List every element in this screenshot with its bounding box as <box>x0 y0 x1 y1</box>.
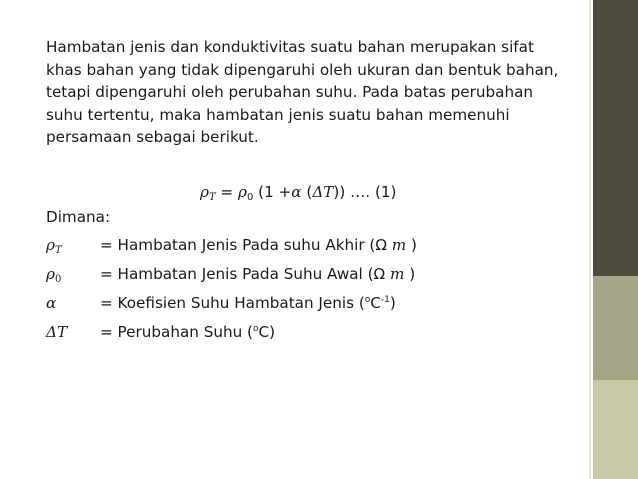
definition-symbol: α <box>46 294 57 312</box>
sidebar-mid-band <box>593 276 638 380</box>
intro-paragraph: Hambatan jenis dan konduktivitas suatu bahan merupakan sifat khas bahan yang tidak dipengaruhi oleh ukuran dan bentuk bahan, tetapi dipengaruhi oleh perubahan suhu. Pada batas perubahan suhu tertentu, maka hambatan jenis suatu bahan memenuhi persamaan sebagai berikut. <box>46 38 559 146</box>
formula-rho-t: ρ <box>200 183 209 201</box>
sidebar-divider-line <box>589 0 591 479</box>
formula-rho-0-sub: 0 <box>246 192 254 203</box>
formula-equals: = <box>215 183 238 201</box>
definition-text: = Hambatan Jenis Pada Suhu Awal (Ω m ) <box>100 265 416 283</box>
formula-close: )) …. (1) <box>333 183 397 201</box>
dimana-label: Dimana: <box>46 208 111 226</box>
sidebar-dark-band <box>593 0 638 276</box>
formula-paren-open: ( <box>301 183 313 201</box>
resistivity-formula <box>200 183 396 203</box>
definition-text: = Hambatan Jenis Pada suhu Akhir (Ω m ) <box>100 236 417 254</box>
formula-rho-0: ρ <box>238 183 247 201</box>
sidebar-light-band <box>593 380 638 479</box>
formula-delta-t: ΔT <box>312 183 334 201</box>
formula-open: (1 + <box>253 183 292 201</box>
decorative-sidebar <box>593 0 638 479</box>
definition-symbol: $\rho_0$ <box>46 265 62 285</box>
definition-text: = Koefisien Suhu Hambatan Jenis $(^oC^{-1})$ <box>100 294 396 312</box>
definition-symbol: ΔT <box>46 323 68 341</box>
definition-text: = Perubahan Suhu ($^o$C) <box>100 323 276 341</box>
formula-alpha: α <box>291 183 302 201</box>
definition-symbol: $\rho_T$ <box>46 236 62 256</box>
formula-rho-t-sub: T <box>208 192 216 203</box>
